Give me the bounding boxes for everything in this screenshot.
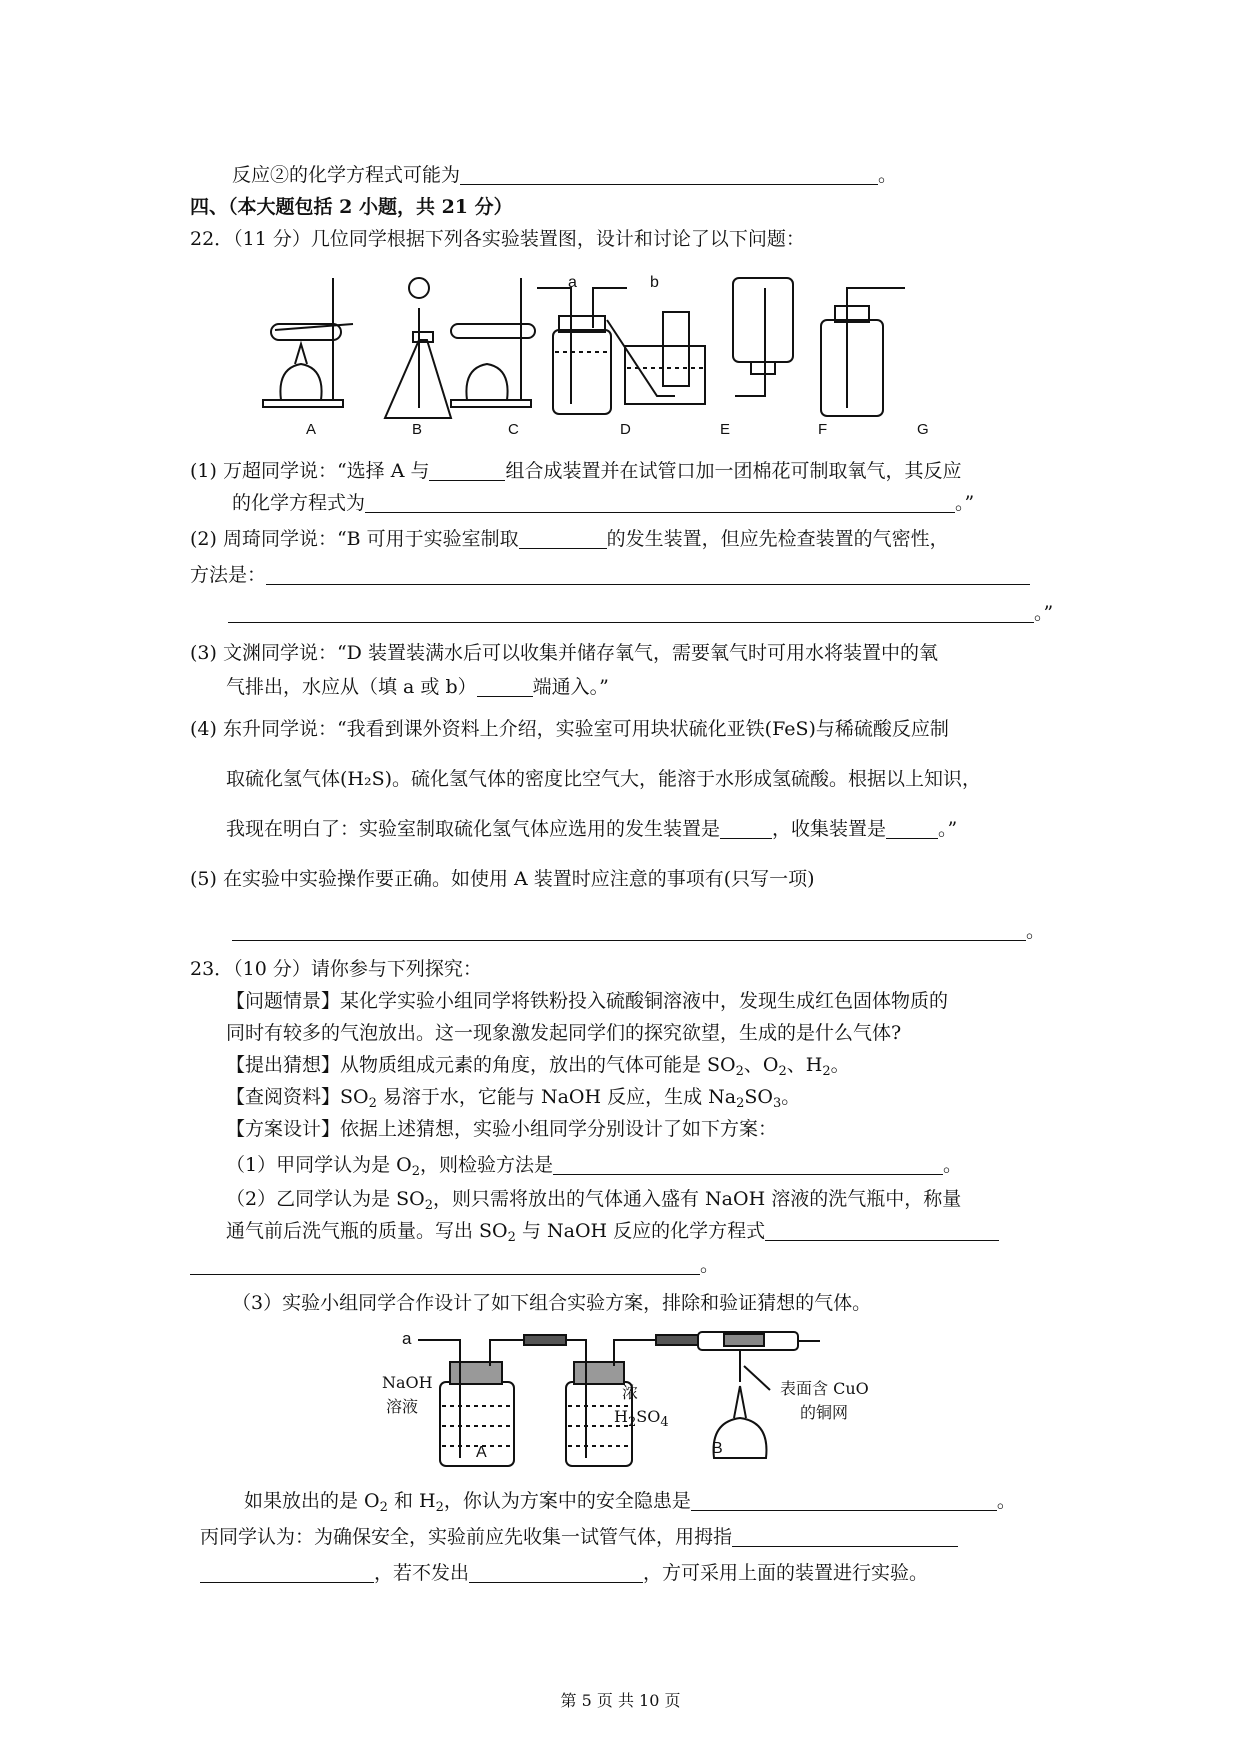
fig2-solution-label: 溶液	[386, 1397, 419, 1416]
apparatus-c-diagram	[451, 278, 535, 407]
answer-blank[interactable]	[765, 1220, 999, 1241]
fig-label-a: A	[306, 421, 317, 438]
q23-step3: （3）实验小组同学合作设计了如下组合实验方案，排除和验证猜想的气体。	[232, 1292, 872, 1314]
answer-blank[interactable]	[886, 818, 938, 839]
fig2-mesh-label: 的铜网	[800, 1403, 849, 1422]
apparatus-figure	[255, 268, 985, 440]
answer-blank[interactable]	[190, 1254, 700, 1275]
answer-blank[interactable]	[232, 920, 1026, 941]
fig2-conc-label: 浓	[622, 1383, 639, 1402]
q22-part5-line2: 。	[232, 918, 1045, 944]
answer-blank[interactable]	[228, 602, 1034, 623]
q23-result-line1: 如果放出的是 $O_2$ 和 $H_2$，你认为方案中的安全隐患是 。	[244, 1490, 1016, 1515]
q23-step2-line1: （2）乙同学认为是 $SO_2$，则只需将放出的气体通入盛有 NaOH 溶液的洗气瓶中，称量	[226, 1188, 962, 1213]
q22-part4-line2: 取硫化氢气体(H₂S)。硫化氢气体的密度比空气大，能溶于水形成氢硫酸。根据以上知识，	[226, 768, 982, 790]
fig2-label-B: B	[712, 1440, 723, 1457]
q23-step1: （1）甲同学认为是 $O_2$，则检验方法是 。	[226, 1154, 963, 1179]
answer-blank[interactable]	[365, 492, 955, 513]
fig2-naoh-label: NaOH	[382, 1373, 433, 1392]
q22-part4-line3: 我现在明白了：实验室制取硫化氢气体应选用的发生装置是 ，收集装置是 。”	[226, 818, 958, 840]
q23-intro: 23．（10 分）请你参与下列探究：	[190, 958, 482, 980]
q22-part4-line1: (4) 东升同学说：“我看到课外资料上介绍，实验室可用块状硫化亚铁(FeS)与稀硫酸反应制	[190, 718, 949, 740]
q23-step2-line2: 通气前后洗气瓶的质量。写出 $SO_2$ 与 NaOH 反应的化学方程式	[226, 1218, 999, 1244]
fig-label-g: G	[917, 421, 929, 438]
answer-blank[interactable]	[429, 460, 505, 481]
apparatus-d-diagram	[537, 288, 627, 414]
fig-pipe-label-a: a	[568, 274, 577, 291]
q23-guess: 【提出猜想】从物质组成元素的角度，放出的气体可能是 $SO_2$、$O_2$、$H_2$。	[226, 1054, 850, 1079]
q22-part3-line2: 气排出，水应从（填 a 或 b） 端通入。”	[226, 676, 609, 698]
fig-label-b: B	[412, 421, 423, 438]
answer-blank[interactable]	[200, 1562, 374, 1583]
q23-step2-line3: 。	[190, 1252, 719, 1278]
combined-apparatus-figure	[400, 1326, 820, 1476]
page-footer: 第 5 页 共 10 页	[560, 1691, 681, 1710]
fig2-cuo-label: 表面含 CuO	[780, 1379, 869, 1398]
answer-blank[interactable]	[460, 164, 878, 185]
answer-blank[interactable]	[732, 1526, 958, 1547]
answer-blank[interactable]	[720, 818, 772, 839]
q23-info: 【查阅资料】$SO_2$ 易溶于水，它能与 NaOH 反应，生成 $Na_2SO_3$。	[226, 1086, 801, 1111]
fig-label-e: E	[720, 421, 731, 438]
q22-part3-line1: (3) 文渊同学说：“D 装置装满水后可以收集并储存氧气，需要氧气时可用水将装置中的氧	[190, 642, 938, 664]
section-title: 四、（本大题包括 2 小题，共 21 分）	[190, 196, 513, 218]
q23-result-line2: 丙同学认为：为确保安全，实验前应先收集一试管气体，用拇指	[200, 1524, 958, 1550]
apparatus-a-diagram	[263, 278, 353, 407]
answer-blank[interactable]	[553, 1154, 943, 1175]
apparatus-g-diagram	[821, 288, 905, 416]
apparatus-b-diagram	[385, 278, 451, 418]
fig-pipe-label-b: b	[650, 274, 659, 291]
q23-result-line3: ，若不发出 ，方可采用上面的装置进行实验。	[200, 1560, 928, 1586]
q22-part2-line2: 方法是：	[190, 562, 1030, 588]
answer-blank[interactable]	[519, 528, 607, 549]
fig-label-f: F	[818, 421, 828, 438]
prev-question-line: 反应②的化学方程式可能为 。	[232, 164, 898, 186]
q22-part1-line2: 的化学方程式为 。”	[232, 492, 975, 514]
q23-situation-line1: 【问题情景】某化学实验小组同学将铁粉投入硫酸铜溶液中，发现生成红色固体物质的	[226, 990, 949, 1012]
fig2-label-a: a	[402, 1329, 412, 1348]
q23-situation-line2: 同时有较多的气泡放出。这一现象激发起同学们的探究欲望，生成的是什么气体?	[226, 1022, 902, 1044]
fig2-h2so4-label: $H_2SO_4$	[614, 1407, 669, 1430]
answer-blank[interactable]	[691, 1490, 997, 1511]
q22-part2-line1: (2) 周琦同学说：“B 可用于实验室制取 的发生装置，但应先检查装置的气密性，	[190, 528, 949, 550]
q22-intro: 22．（11 分）几位同学根据下列各实验装置图，设计和讨论了以下问题：	[190, 228, 805, 250]
fig-label-c: C	[508, 421, 519, 438]
answer-blank[interactable]	[477, 676, 533, 697]
fig-label-d: D	[620, 421, 631, 438]
prev-text: 反应②的化学方程式可能为	[232, 164, 461, 186]
answer-blank[interactable]	[266, 564, 1030, 585]
q22-part5-line1: (5) 在实验中实验操作要正确。如使用 A 装置时应注意的事项有(只写一项)	[190, 868, 815, 890]
q22-part1-line1: (1) 万超同学说：“选择 A 与 组合成装置并在试管口加一团棉花可制取氧气，其反应	[190, 460, 962, 482]
apparatus-e-diagram	[607, 312, 705, 404]
fig2-label-A: A	[476, 1444, 487, 1461]
q23-plan: 【方案设计】依据上述猜想，实验小组同学分别设计了如下方案：	[226, 1118, 778, 1140]
apparatus-f-diagram	[733, 278, 793, 396]
q22-part2-line3: 。”	[228, 600, 1053, 626]
answer-blank[interactable]	[469, 1562, 643, 1583]
